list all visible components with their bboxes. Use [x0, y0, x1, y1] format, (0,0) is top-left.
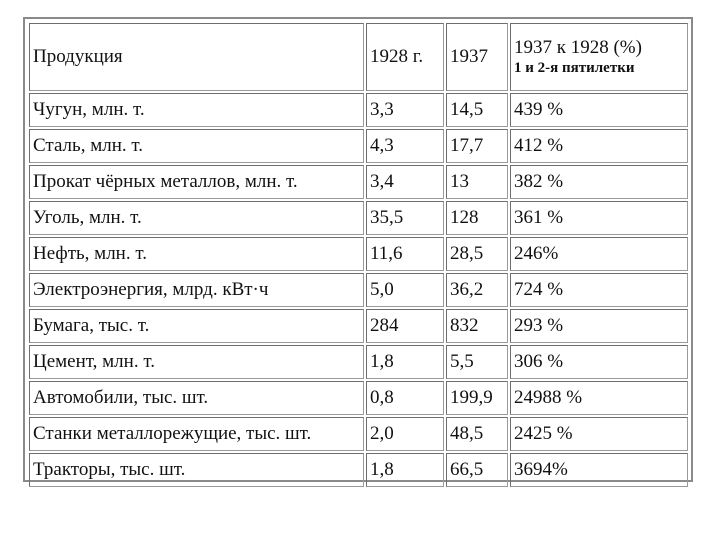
cell-1937: 13 — [446, 165, 508, 199]
cell-product: Электроэнергия, млрд. кВт·ч — [29, 273, 364, 307]
cell-ratio: 439 % — [510, 93, 688, 127]
cell-1937: 14,5 — [446, 93, 508, 127]
cell-ratio: 724 % — [510, 273, 688, 307]
cell-1928: 4,3 — [366, 129, 444, 163]
cell-1928: 3,4 — [366, 165, 444, 199]
cell-product: Тракторы, тыс. шт. — [29, 453, 364, 487]
cell-product: Станки металлорежущие, тыс. шт. — [29, 417, 364, 451]
cell-1928: 11,6 — [366, 237, 444, 271]
cell-product: Бумага, тыс. т. — [29, 309, 364, 343]
cell-ratio: 361 % — [510, 201, 688, 235]
table-row — [29, 129, 688, 163]
cell-ratio: 306 % — [510, 345, 688, 379]
cell-ratio: 24988 % — [510, 381, 688, 415]
cell-ratio: 293 % — [510, 309, 688, 343]
table-row — [29, 165, 688, 199]
header-product: Продукция — [29, 23, 364, 91]
cell-product: Автомобили, тыс. шт. — [29, 381, 364, 415]
table-row — [29, 417, 688, 451]
cell-1937: 17,7 — [446, 129, 508, 163]
table-row — [29, 273, 688, 307]
cell-ratio: 2425 % — [510, 417, 688, 451]
header-ratio-title: 1937 к 1928 (%) — [514, 36, 642, 58]
table-row — [29, 381, 688, 415]
cell-product: Чугун, млн. т. — [29, 93, 364, 127]
cell-1928: 284 — [366, 309, 444, 343]
cell-1937: 199,9 — [446, 381, 508, 415]
table-row — [29, 345, 688, 379]
cell-1928: 35,5 — [366, 201, 444, 235]
cell-1937: 5,5 — [446, 345, 508, 379]
header-ratio-subtitle: 1 и 2-я пятилетки — [514, 59, 635, 76]
cell-1937: 28,5 — [446, 237, 508, 271]
table-row — [29, 309, 688, 343]
cell-ratio: 3694% — [510, 453, 688, 487]
cell-ratio: 246% — [510, 237, 688, 271]
cell-1937: 48,5 — [446, 417, 508, 451]
cell-1937: 36,2 — [446, 273, 508, 307]
cell-product: Уголь, млн. т. — [29, 201, 364, 235]
header-1937: 1937 — [446, 23, 508, 91]
table-body — [29, 93, 688, 487]
header-1928: 1928 г. — [366, 23, 444, 91]
cell-1928: 1,8 — [366, 345, 444, 379]
header-ratio — [510, 23, 688, 91]
cell-1928: 3,3 — [366, 93, 444, 127]
cell-ratio: 412 % — [510, 129, 688, 163]
table-row — [29, 93, 688, 127]
table-row — [29, 453, 688, 487]
cell-product: Нефть, млн. т. — [29, 237, 364, 271]
cell-1928: 0,8 — [366, 381, 444, 415]
cell-1937: 66,5 — [446, 453, 508, 487]
production-table — [27, 21, 690, 489]
cell-product: Сталь, млн. т. — [29, 129, 364, 163]
cell-1937: 832 — [446, 309, 508, 343]
cell-1928: 5,0 — [366, 273, 444, 307]
cell-1928: 1,8 — [366, 453, 444, 487]
table-row — [29, 201, 688, 235]
table-header-row — [29, 23, 688, 91]
cell-ratio: 382 % — [510, 165, 688, 199]
cell-product: Цемент, млн. т. — [29, 345, 364, 379]
cell-1928: 2,0 — [366, 417, 444, 451]
production-table-frame — [23, 17, 693, 482]
cell-product: Прокат чёрных металлов, млн. т. — [29, 165, 364, 199]
table-row — [29, 237, 688, 271]
cell-1937: 128 — [446, 201, 508, 235]
